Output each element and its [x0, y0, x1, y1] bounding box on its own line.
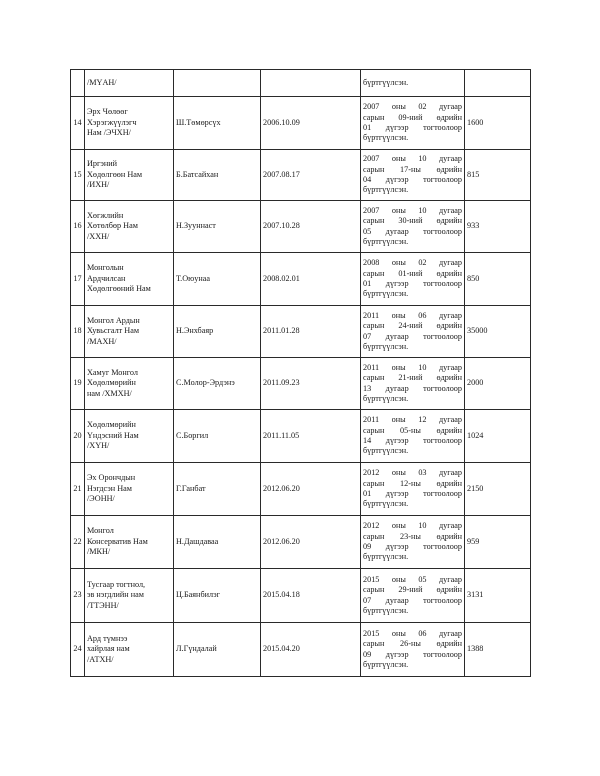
decision-line: сарын 21-ний өдрийн — [363, 373, 462, 383]
decision-line: бүртгүүлсэн. — [363, 393, 409, 403]
row-number: 24 — [73, 644, 82, 654]
cell-date — [261, 623, 361, 677]
registration-date: 2015.04.20 — [263, 644, 300, 654]
cell-date — [261, 150, 361, 201]
party-name-line: Хөдөлмөрийн — [87, 378, 136, 388]
row-number: 16 — [73, 221, 82, 231]
party-name-line: Хөдөлгөөн Нам — [87, 169, 143, 179]
decision-line: 2012 оны 03 дугаар — [363, 468, 462, 478]
decision-line: 2007 оны 10 дугаар — [363, 154, 462, 164]
row-number: 21 — [73, 483, 82, 493]
decision-line: бүртгүүлсэн. — [363, 77, 409, 87]
cell-party-name — [85, 253, 174, 306]
registration-date: 2006.10.09 — [263, 117, 300, 127]
party-name-line: /МҮАН/ — [87, 77, 117, 87]
cell-date — [261, 358, 361, 410]
party-name-line: Эх Орончдын — [87, 473, 136, 483]
cell-members — [465, 410, 531, 463]
cell-party-name — [85, 410, 174, 463]
decision-line: сарын 01-ний өдрийн — [363, 268, 462, 278]
decision-line: 2007 оны 10 дугаар — [363, 205, 462, 215]
party-name-line: Иргэний — [87, 159, 118, 169]
cell-number — [71, 150, 85, 201]
cell-decision — [361, 150, 465, 201]
registration-date: 2011.09.23 — [263, 378, 300, 388]
cell-party-name — [85, 569, 174, 623]
registration-date: 2015.04.18 — [263, 590, 300, 600]
cell-number — [71, 306, 85, 358]
decision-line: сарын 30-ний өдрийн — [363, 216, 462, 226]
party-name-line: Монгол Ардын — [87, 315, 140, 325]
cell-members — [465, 150, 531, 201]
party-name-line: /ТТЭНН/ — [87, 600, 119, 610]
leader-name: Г.Ганбат — [176, 483, 206, 493]
party-registry-table — [70, 69, 531, 677]
cell-number — [71, 516, 85, 569]
decision-line: 13 дугаар тогтоолоор — [363, 383, 462, 393]
table-row — [71, 150, 531, 201]
registration-date: 2008.02.01 — [263, 273, 300, 283]
party-name-line: хайрлая нам — [87, 644, 130, 654]
cell-date — [261, 97, 361, 150]
cell-leader — [174, 410, 261, 463]
cell-party-name — [85, 358, 174, 410]
decision-line: бүртгүүлсэн. — [363, 341, 409, 351]
party-name-line: Хөгжлийн — [87, 210, 124, 220]
cell-date — [261, 410, 361, 463]
cell-members — [465, 97, 531, 150]
cell-date — [261, 70, 361, 97]
member-count: 933 — [467, 221, 480, 231]
decision-line: сарын 29-ний өдрийн — [363, 585, 462, 595]
cell-party-name — [85, 201, 174, 253]
member-count: 3131 — [467, 590, 484, 600]
cell-date — [261, 516, 361, 569]
cell-members — [465, 358, 531, 410]
cell-number — [71, 201, 85, 253]
decision-line: бүртгүүлсэн. — [363, 552, 409, 562]
decision-line: 07 дугаар тогтоолоор — [363, 331, 462, 341]
cell-date — [261, 306, 361, 358]
cell-members — [465, 569, 531, 623]
party-name-line: /ХҮН/ — [87, 441, 110, 451]
party-name-line: Нам /ЭЧХН/ — [87, 128, 131, 138]
member-count: 815 — [467, 169, 480, 179]
cell-party-name — [85, 623, 174, 677]
member-count: 1024 — [467, 430, 484, 440]
decision-line: 07 дугаар тогтоолоор — [363, 595, 462, 605]
cell-decision — [361, 569, 465, 623]
row-number: 17 — [73, 273, 82, 283]
cell-leader — [174, 306, 261, 358]
decision-line: сарын 23-ны өдрийн — [363, 531, 462, 541]
cell-number — [71, 463, 85, 516]
leader-name: Н.Дашдаваа — [176, 536, 219, 546]
decision-line: бүртгүүлсэн. — [363, 605, 409, 615]
decision-line: бүртгүүлсэн. — [363, 659, 409, 669]
member-count: 1388 — [467, 644, 484, 654]
decision-line: 2015 оны 05 дугаар — [363, 574, 462, 584]
leader-name: Н.Энхбаяр — [176, 326, 214, 336]
table-row — [71, 463, 531, 516]
cell-members — [465, 623, 531, 677]
decision-line: 09 дүгээр тогтоолоор — [363, 649, 462, 659]
cell-members — [465, 70, 531, 97]
party-name-line: Хөдөлмөрийн — [87, 420, 136, 430]
cell-number — [71, 70, 85, 97]
leader-name: Л.Гүндалай — [176, 644, 217, 654]
party-name-line: Тусгаар тогтнол, — [87, 579, 146, 589]
cell-leader — [174, 623, 261, 677]
decision-line: бүртгүүлсэн. — [363, 236, 409, 246]
party-name-line: /ЭОНН/ — [87, 494, 115, 504]
table-row — [71, 253, 531, 306]
party-name-line: /МАХН/ — [87, 336, 117, 346]
registration-date: 2011.11.05 — [263, 430, 300, 440]
decision-line: сарын 17-ны өдрийн — [363, 164, 462, 174]
decision-line: 2011 оны 10 дугаар — [363, 362, 462, 372]
table-row — [71, 623, 531, 677]
party-name-line: нам /ХМХН/ — [87, 388, 132, 398]
leader-name: Б.Батсайхан — [176, 169, 219, 179]
decision-line: 01 дүгээр тогтоолоор — [363, 279, 462, 288]
decision-line: 01 дүгээр тогтоолоор — [363, 123, 462, 132]
table-row — [71, 516, 531, 569]
cell-decision — [361, 623, 465, 677]
cell-party-name — [85, 306, 174, 358]
registration-date: 2012.06.20 — [263, 483, 300, 493]
registration-date: 2007.10.28 — [263, 221, 300, 231]
party-name-line: Хэрэгжүүлэгч — [87, 117, 137, 127]
party-name-line: Нэгдсэн Нам — [87, 483, 132, 493]
cell-number — [71, 253, 85, 306]
cell-party-name — [85, 97, 174, 150]
party-name-line: эв нэгдлийн нам — [87, 590, 144, 600]
decision-line: 09 дүгээр тогтоолоор — [363, 542, 462, 551]
decision-line: сарын 12-ны өдрийн — [363, 478, 462, 488]
cell-decision — [361, 410, 465, 463]
row-number: 18 — [73, 326, 82, 336]
row-number: 19 — [73, 378, 82, 388]
cell-number — [71, 410, 85, 463]
cell-decision — [361, 516, 465, 569]
cell-members — [465, 201, 531, 253]
party-name-line: Монгол — [87, 526, 114, 536]
row-number: 23 — [73, 590, 82, 600]
cell-party-name — [85, 150, 174, 201]
cell-number — [71, 358, 85, 410]
leader-name: Т.Оюунаа — [176, 273, 211, 283]
member-count: 850 — [467, 273, 480, 283]
decision-line: 01 дүгээр тогтоолоор — [363, 489, 462, 498]
decision-line: 04 дүгээр тогтоолоор — [363, 175, 462, 184]
decision-line: 2008 оны 02 дугаар — [363, 258, 462, 268]
decision-line: 2011 оны 06 дугаар — [363, 310, 462, 320]
decision-line: 2007 оны 02 дугаар — [363, 102, 462, 112]
cell-leader — [174, 358, 261, 410]
cell-date — [261, 253, 361, 306]
party-name-line: Ард түмнээ — [87, 633, 128, 643]
leader-name: Ш.Төмөрсүх — [176, 117, 221, 127]
row-number: 15 — [73, 169, 82, 179]
member-count: 35000 — [467, 326, 488, 336]
row-number: 14 — [73, 117, 82, 127]
cell-members — [465, 253, 531, 306]
decision-line: 2011 оны 12 дугаар — [363, 415, 462, 425]
decision-line: 2012 оны 10 дугаар — [363, 521, 462, 531]
decision-line: 14 дүгээр тогтоолоор — [363, 436, 462, 445]
row-number: 22 — [73, 536, 82, 546]
cell-decision — [361, 463, 465, 516]
party-name-line: Хувьсгалт Нам — [87, 326, 140, 336]
cell-decision — [361, 306, 465, 358]
table-row — [71, 410, 531, 463]
member-count: 1600 — [467, 117, 484, 127]
cell-leader — [174, 97, 261, 150]
party-name-line: /ИХН/ — [87, 180, 110, 190]
leader-name: С.Боргил — [176, 430, 209, 440]
decision-line: бүртгүүлсэн. — [363, 185, 409, 195]
cell-decision — [361, 253, 465, 306]
cell-leader — [174, 201, 261, 253]
decision-line: бүртгүүлсэн. — [363, 446, 409, 456]
registration-date: 2011.01.28 — [263, 326, 300, 336]
cell-date — [261, 569, 361, 623]
party-name-line: Үндэсний Нам — [87, 430, 139, 440]
leader-name: Ц.Баянбилэг — [176, 590, 220, 600]
cell-decision — [361, 70, 465, 97]
member-count: 959 — [467, 536, 480, 546]
cell-number — [71, 623, 85, 677]
table-row — [71, 569, 531, 623]
party-name-line: Хөдөлгөөний Нам — [87, 284, 151, 294]
party-name-line: Консерватив Нам — [87, 536, 148, 546]
party-name-line: Ардчилсан — [87, 273, 126, 283]
cell-party-name — [85, 70, 174, 97]
cell-number — [71, 97, 85, 150]
table-row — [71, 358, 531, 410]
table-row-continued — [71, 70, 531, 97]
cell-leader — [174, 463, 261, 516]
cell-members — [465, 463, 531, 516]
decision-line: бүртгүүлсэн. — [363, 499, 409, 509]
decision-line: 05 дугаар тогтоолоор — [363, 226, 462, 236]
cell-leader — [174, 70, 261, 97]
decision-line: сарын 26-ны өдрийн — [363, 639, 462, 649]
party-name-line: Хамуг Монгол — [87, 367, 139, 377]
row-number: 20 — [73, 430, 82, 440]
cell-decision — [361, 97, 465, 150]
cell-number — [71, 569, 85, 623]
cell-decision — [361, 201, 465, 253]
decision-line: сарын 05-ны өдрийн — [363, 425, 462, 435]
cell-leader — [174, 569, 261, 623]
table-body — [71, 70, 531, 677]
cell-decision — [361, 358, 465, 410]
party-name-line: Эрх Чөлөөг — [87, 107, 128, 117]
registration-date: 2012.06.20 — [263, 536, 300, 546]
party-name-line: /МКН/ — [87, 547, 111, 557]
leader-name: Н.Зууннаст — [176, 221, 216, 231]
party-name-line: /ХХН/ — [87, 231, 110, 241]
decision-line: бүртгүүлсэн. — [363, 133, 409, 143]
decision-line: сарын 24-ний өдрийн — [363, 321, 462, 331]
cell-members — [465, 516, 531, 569]
cell-party-name — [85, 463, 174, 516]
table-row — [71, 201, 531, 253]
table-row — [71, 306, 531, 358]
registration-date: 2007.08.17 — [263, 169, 300, 179]
party-name-line: Монголын — [87, 263, 124, 273]
leader-name: С.Молор-Эрдэнэ — [176, 378, 235, 388]
cell-leader — [174, 150, 261, 201]
party-name-line: Хөтөлбөр Нам — [87, 221, 138, 231]
member-count: 2000 — [467, 378, 484, 388]
cell-party-name — [85, 516, 174, 569]
decision-line: бүртгүүлсэн. — [363, 289, 409, 299]
party-name-line: /АТХН/ — [87, 654, 114, 664]
cell-leader — [174, 516, 261, 569]
member-count: 2150 — [467, 483, 484, 493]
cell-members — [465, 306, 531, 358]
cell-leader — [174, 253, 261, 306]
table-row — [71, 97, 531, 150]
decision-line: сарын 09-ний өдрийн — [363, 112, 462, 122]
cell-date — [261, 201, 361, 253]
cell-date — [261, 463, 361, 516]
decision-line: 2015 оны 06 дугаар — [363, 628, 462, 638]
